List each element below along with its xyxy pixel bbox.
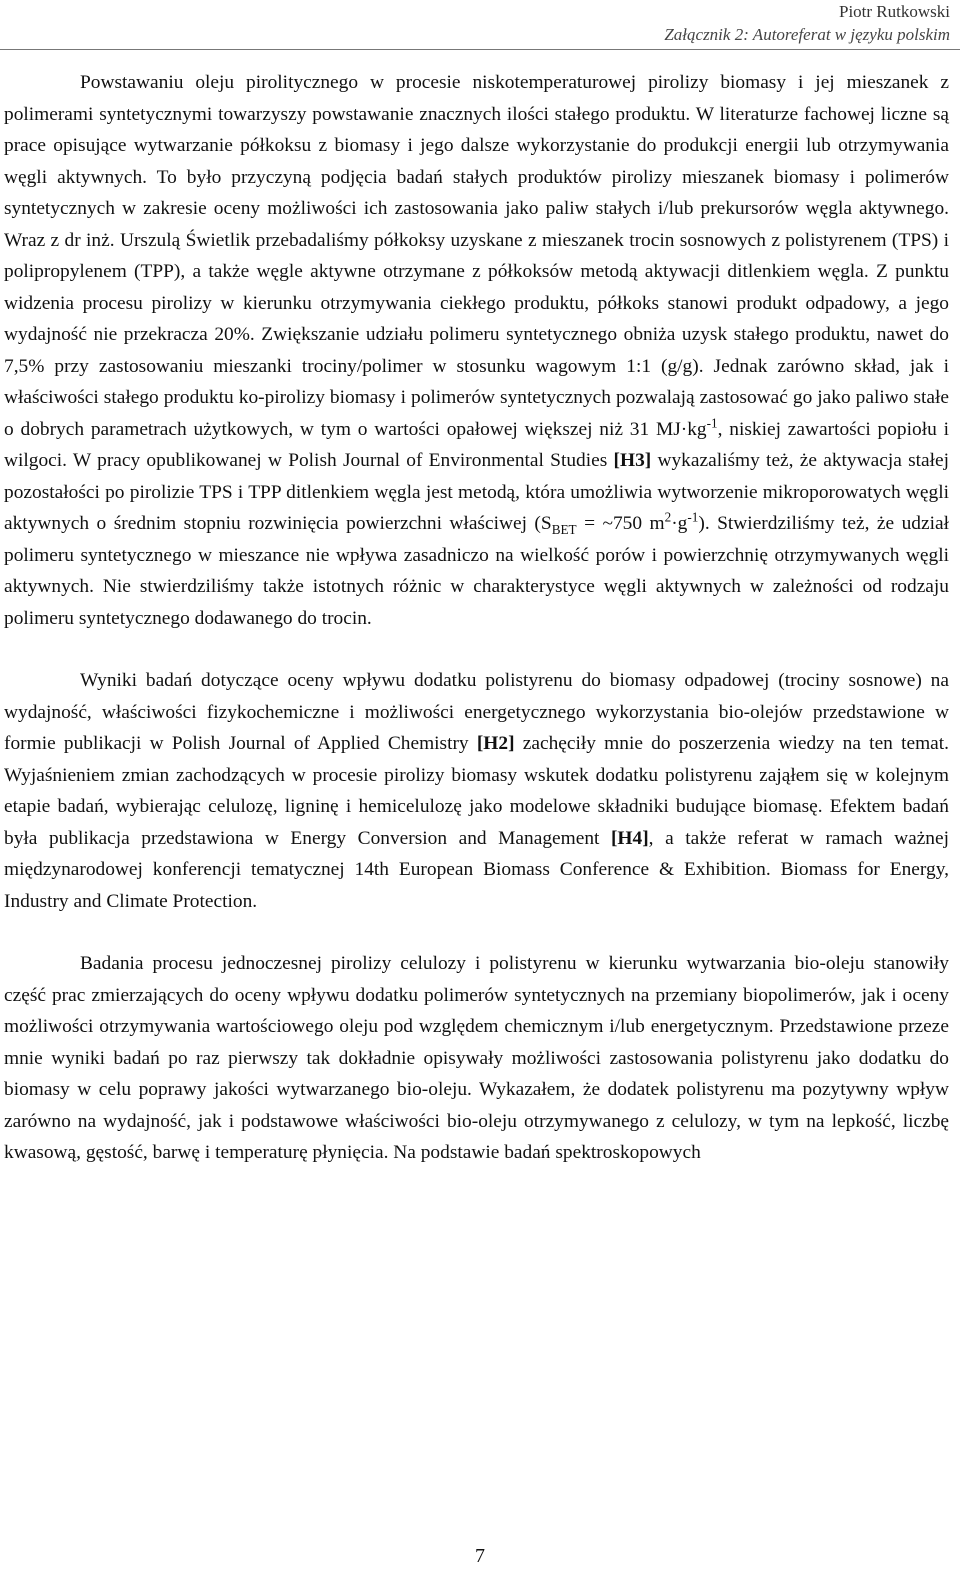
- citation-h3: [H3]: [613, 450, 652, 471]
- citation-h2: [H2]: [476, 733, 515, 754]
- citation-h4: [H4]: [610, 827, 649, 849]
- p2-text-2: zachęciły mnie do poszerzenia wiedzy na ten temat. Wyjaśnieniem zmian zachodzących w procesie pirolizy biomasy wskutek dodatku polistyrenu zająłem się w kolejnym etapie badań, wybierając celulozę, ligninę i hemicelulozę jako modelowe składniki budujące biomasę. Efektem badań była publikacja przedstawiona w Energy Conversion and Management: [4, 733, 949, 849]
- p1-text-4: = ~750 m: [576, 513, 665, 534]
- p2-text-3: , a także referat w ramach ważnej międzynarodowej konferencji tematycznej 14th European Biomass Conference & Exhibition. Biomass for Energy, Industry and Climate Protection.: [4, 827, 949, 912]
- p1-text-3: wykazaliśmy też, że aktywacja stałej pozostałości po pirolizie TPS i TPP ditlenkiem węgla jest metodą, która umożliwia wytworzenie mikroporowatych węgli aktywnych o średnim stopniu rozwinięcia powierzchni właściwej (S: [4, 450, 949, 534]
- header-attachment-title: Załącznik 2: Autoreferat w języku polskim: [664, 25, 950, 44]
- p1-text-6: ). Stwierdziliśmy też, że udział polimeru syntetycznego w mieszance nie wpływa zasadniczo na wielkość porów i powierzchnię otrzymywanych węgli aktywnych. Nie stwierdziliśmy także istotnych różnic w charakterystyce węgli aktywnych w zależności od rodzaju polimeru syntetycznego dodawanego do trocin.: [4, 513, 949, 629]
- paragraph-3: [4, 948, 949, 1169]
- page-header: [664, 0, 950, 46]
- p1-text-1: Powstawaniu oleju pirolitycznego w procesie niskotemperaturowej pirolizy biomasy i jej mieszanek z polimerami syntetycznymi towarzyszy powstawanie znacznych ilości stałego produktu. W literaturze fachowej liczne są prace opisujące wytwarzanie półkoksu z biomasy i jego dalsze wykorzystanie do produkcji energii lub otrzymywania węgli aktywnych. To było przyczyną podjęcia badań stałych produktów pirolizy mieszanek biomasy i polimerów syntetycznych w zakresie oceny możliwości ich zastosowania jako paliw stałych i/lub prekursorów węgla aktywnego. Wraz z dr inż. Urszulą Świetlik przebadaliśmy półkoksy uzyskane z mieszanek trocin sosnowych z polistyrenem (TPS) i polipropylenem (TPP), a także węgle aktywne otrzymane z półkoksów metodą aktywacji ditlenkiem węgla. Z punktu widzenia procesu pirolizy w kierunku otrzymywania ciekłego produktu, półkoks stanowi produkt odpadowy, a jego wydajność nie przekracza 20%. Zwiększanie udziału polimeru syntetycznego obniża uzysk stałego produktu, nawet do 7,5% przy zastosowaniu mieszanki trociny/polimer w stosunku wagowym 1:1 (g/g). Jednak zarówno skład, jak i właściwości stałego produktu ko-pirolizy biomasy i polimerów syntetycznych pozwalają zastosować go jako paliwo stałe o dobrych parametrach użytkowych, w tym o wartości opałowej większej niż 31 MJ·kg: [4, 72, 949, 440]
- header-divider: [0, 49, 960, 50]
- p1-subscript-bet: BET: [551, 521, 577, 537]
- p3-text-1: Badania procesu jednoczesnej pirolizy celulozy i polistyrenu w kierunku wytwarzania bio-oleju stanowiły część prac zmierzających do oceny wpływu dodatku polimerów syntetycznych na przemiany biopolimerów, jak i oceny możliwości otrzymywania wartościowego oleju pod względem chemicznym i/lub energetycznym. Przedstawione przeze mnie wyniki badań po raz pierwszy tak dokładnie opisywały możliwości zastosowania polistyrenu jako dodatku do biomasy w celu poprawy jakości wytwarzanego bio-oleju. Wykazałem, że dodatek polistyrenu ma pozytywny wpływ zarówno na wydajność, jak i podstawowe właściwości bio-oleju otrzymywanego z celulozy, w tym na lepkość, liczbę kwasową, gęstość, barwę i temperaturę płynięcia. Na podstawie badań spektroskopowych: [4, 953, 949, 1163]
- document-body: [4, 67, 949, 1200]
- p1-superscript-2: 2: [664, 509, 672, 525]
- p1-text-2: , niskiej zawartości popiołu i wilgoci. W pracy opublikowanej w Polish Journal of Environmental Studies: [4, 418, 949, 471]
- p2-text-1: Wyniki badań dotyczące oceny wpływu dodatku polistyrenu do biomasy odpadowej (trociny sosnowe) na wydajność, właściwości fizykochemiczne i możliwości energetycznego wykorzystania bio-olejów przedstawione w formie publikacji w Polish Journal of Applied Chemistry: [4, 670, 949, 754]
- p1-superscript-3: -1: [687, 509, 699, 525]
- paragraph-1: [4, 67, 949, 634]
- p1-text-5: ·g: [671, 513, 688, 534]
- header-author: Piotr Rutkowski: [839, 2, 950, 21]
- page-number: 7: [475, 1545, 485, 1567]
- p1-superscript-1: -1: [706, 415, 718, 431]
- paragraph-2: [4, 665, 949, 917]
